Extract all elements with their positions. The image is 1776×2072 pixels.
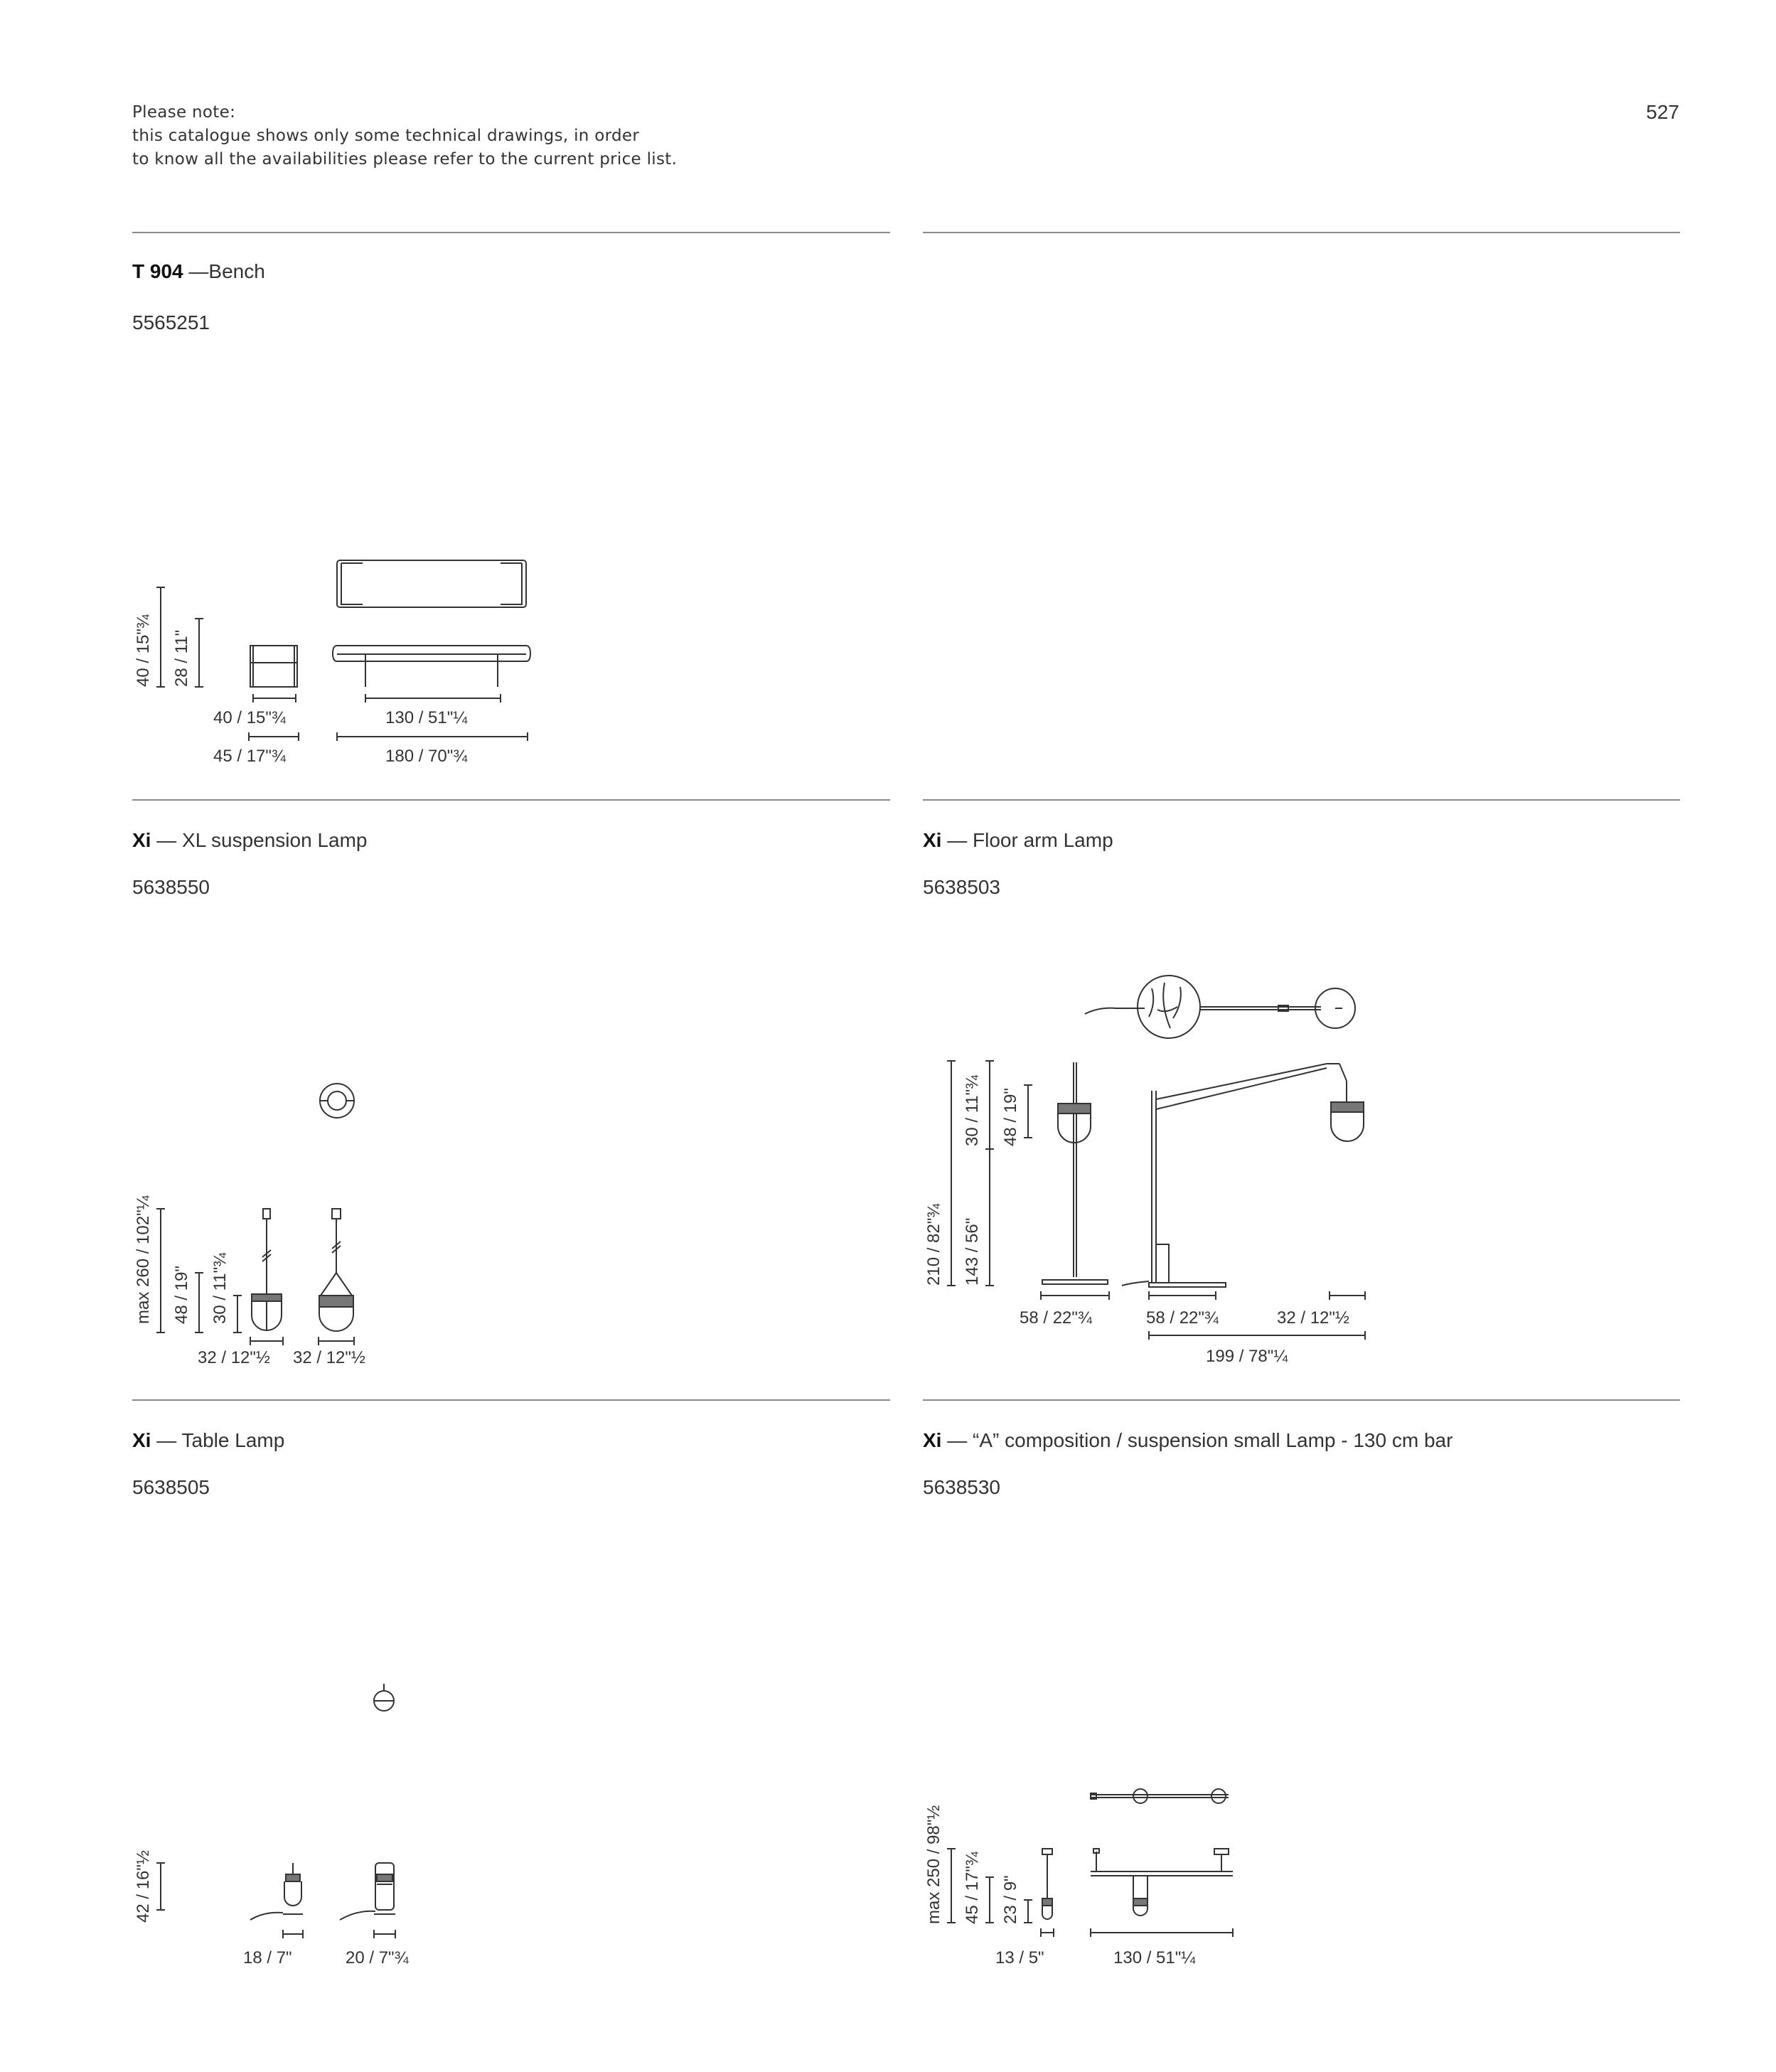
xl-suspension-dim-width-a: 32 / 12"½ bbox=[198, 1348, 270, 1367]
bench-dim-depth-inner: 40 / 15"¾ bbox=[213, 708, 286, 727]
floor-arm-code: 5638503 bbox=[923, 876, 1001, 898]
xl-suspension-name: — XL suspension Lamp bbox=[156, 829, 368, 851]
composition-a-code: 5638530 bbox=[923, 1476, 1001, 1498]
xl-suspension-dim-height-30: 30 / 11"¾ bbox=[210, 1252, 230, 1324]
catalogue-note bbox=[132, 101, 677, 171]
bench-dim-height-seat: 28 / 11" bbox=[172, 629, 191, 687]
floor-arm-model: Xi bbox=[923, 829, 942, 851]
divider-lower-left bbox=[132, 1399, 890, 1401]
floor-arm-dim-height-143: 143 / 56" bbox=[963, 1217, 982, 1286]
bench-dim-depth-outer: 45 / 17"¾ bbox=[213, 747, 286, 766]
floor-arm-title bbox=[923, 829, 1113, 852]
table-lamp-name: — Table Lamp bbox=[156, 1429, 285, 1451]
xl-suspension-dim-height-max: max 260 / 102"¼ bbox=[134, 1195, 153, 1324]
note-line-1: Please note: bbox=[132, 103, 236, 122]
xl-suspension-dim-width-b: 32 / 12"½ bbox=[293, 1348, 365, 1367]
bench-dim-length-outer: 180 / 70"¾ bbox=[385, 747, 468, 766]
composition-a-name: — “A” composition / suspension small Lamp - 130 cm bar bbox=[947, 1429, 1453, 1451]
bench-code: 5565251 bbox=[132, 311, 210, 333]
floor-arm-dim-shade: 32 / 12"½ bbox=[1277, 1308, 1349, 1328]
floor-arm-dim-height-30: 30 / 11"¾ bbox=[963, 1074, 982, 1146]
floor-arm-drawing bbox=[923, 967, 1392, 1351]
composition-a-dim-height-23: 23 / 9" bbox=[1001, 1875, 1020, 1924]
composition-a-dim-width-shade: 13 / 5" bbox=[995, 1948, 1044, 1967]
floor-arm-dim-reach: 199 / 78"¼ bbox=[1206, 1347, 1288, 1366]
floor-arm-dim-height-total: 210 / 82"¾ bbox=[924, 1203, 943, 1286]
table-lamp-drawing bbox=[128, 1671, 427, 1955]
composition-a-model: Xi bbox=[923, 1429, 942, 1451]
divider-top-left bbox=[132, 232, 890, 233]
bench-model: T 904 bbox=[132, 260, 183, 282]
page-number: 527 bbox=[1646, 101, 1679, 123]
xl-suspension-model: Xi bbox=[132, 829, 151, 851]
composition-a-dim-height-45: 45 / 17"¾ bbox=[963, 1852, 982, 1924]
table-lamp-model: Xi bbox=[132, 1429, 151, 1451]
floor-arm-dim-height-48: 48 / 19" bbox=[1001, 1088, 1020, 1146]
table-lamp-dim-width-b: 20 / 7"¾ bbox=[346, 1948, 409, 1967]
bench-name: —Bench bbox=[188, 260, 265, 282]
composition-a-title bbox=[923, 1429, 1453, 1452]
bench-dim-length-inner: 130 / 51"¼ bbox=[385, 708, 468, 727]
divider-middle-right bbox=[923, 799, 1680, 801]
xl-suspension-code: 5638550 bbox=[132, 876, 210, 898]
composition-a-dim-height-max: max 250 / 98"½ bbox=[924, 1805, 943, 1924]
composition-a-dim-bar-length: 130 / 51"¼ bbox=[1113, 1948, 1196, 1967]
bench-dim-height-total: 40 / 15"¾ bbox=[134, 614, 153, 687]
xl-suspension-dim-height-48: 48 / 19" bbox=[172, 1266, 191, 1324]
bench-title bbox=[132, 260, 265, 283]
note-line-3: to know all the availabilities please refer to the current price list. bbox=[132, 150, 678, 169]
divider-lower-right bbox=[923, 1399, 1680, 1401]
table-lamp-dim-height: 42 / 16"½ bbox=[134, 1850, 153, 1923]
table-lamp-code: 5638505 bbox=[132, 1476, 210, 1498]
table-lamp-title bbox=[132, 1429, 284, 1452]
xl-suspension-drawing bbox=[128, 1067, 412, 1379]
divider-top-right bbox=[923, 232, 1680, 233]
table-lamp-dim-width-a: 18 / 7" bbox=[243, 1948, 292, 1967]
note-line-2: this catalogue shows only some technical drawings, in order bbox=[132, 127, 640, 145]
divider-middle-left bbox=[132, 799, 890, 801]
floor-arm-dim-base-b: 58 / 22"¾ bbox=[1146, 1308, 1219, 1328]
xl-suspension-title bbox=[132, 829, 368, 852]
floor-arm-name: — Floor arm Lamp bbox=[947, 829, 1113, 851]
floor-arm-dim-base-a: 58 / 22"¾ bbox=[1020, 1308, 1092, 1328]
